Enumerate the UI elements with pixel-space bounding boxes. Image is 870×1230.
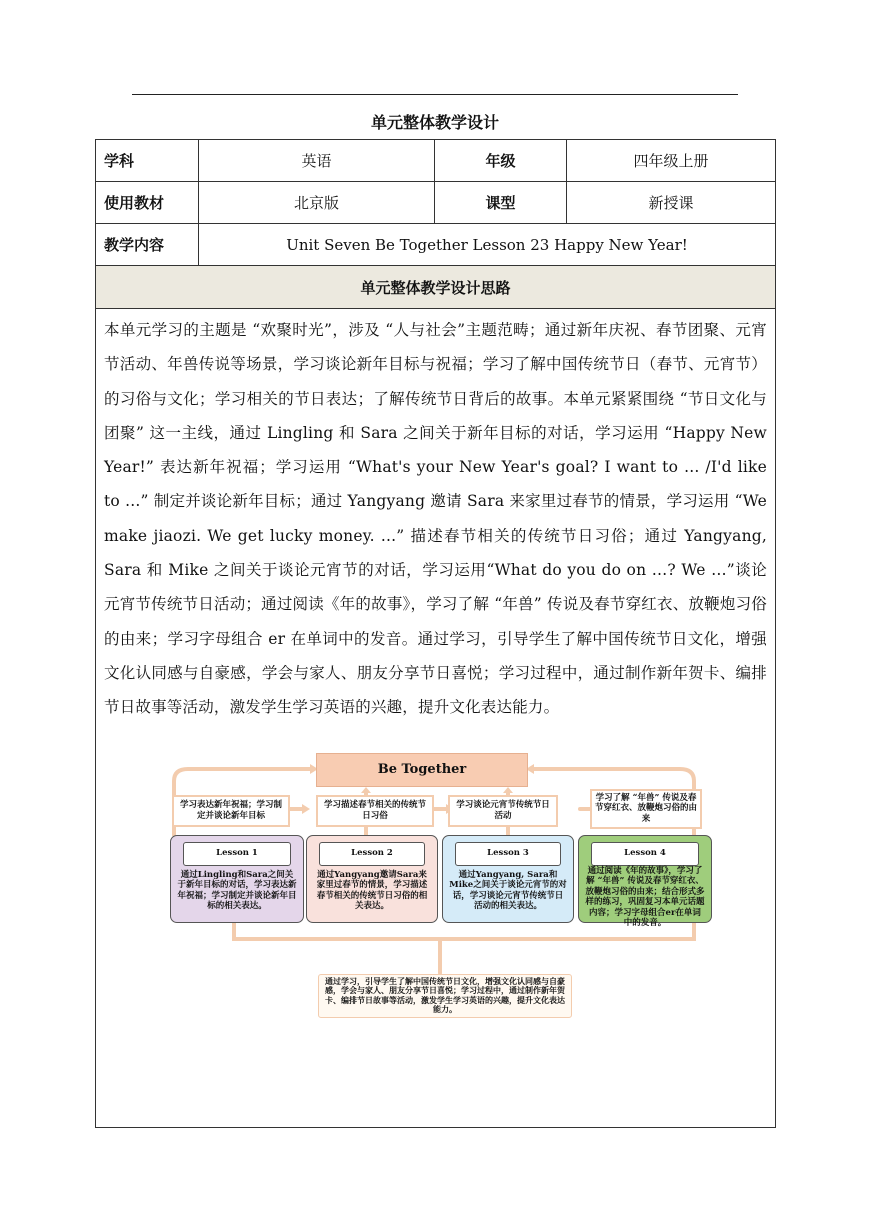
- lesson-text: 通过阅读《年的故事》，学习了解 “年兽” 传说及春节穿红衣、放鞭炮习俗的由来；结合形式多样的练习，巩固复习本单元话题内容；学习字母组合er在单词中的发音。: [585, 865, 705, 929]
- lesson-type-value: 新授课: [567, 182, 776, 224]
- lesson-text: 通过Yangyang邀请Sara来家里过春节的情景，学习描述春节相关的传统节日习俗的相关表达。: [316, 869, 428, 912]
- content-value: Unit Seven Be Together Lesson 23 Happy New Year!: [199, 224, 776, 266]
- lesson-card-2: [306, 835, 438, 923]
- subject-value: 英语: [199, 140, 435, 182]
- design-table: [95, 139, 776, 1128]
- center-title-box: Be Together: [316, 753, 528, 787]
- unit-diagram: [104, 751, 766, 1051]
- goal-text: 学习表达新年祝福；学习制定并谈论新年目标: [179, 800, 282, 821]
- textbook-value: 北京版: [199, 182, 435, 224]
- subject-label: 学科: [96, 140, 199, 182]
- table-row: [96, 182, 776, 224]
- design-body-cell: [96, 309, 776, 1128]
- lesson-card-1: [170, 835, 304, 923]
- grade-value: 四年级上册: [567, 140, 776, 182]
- document-title: 单元整体教学设计: [370, 113, 499, 132]
- lesson-type-label: 课型: [435, 182, 567, 224]
- summary-text: 通过学习，引导学生了解中国传统节日文化，增强文化认同感与自豪感，学会与家人、朋友分享节日喜悦；学习过程中，通过制作新年贺卡、编排节日故事等活动，激发学生学习英语的兴趣，提升文化表达能力。: [325, 975, 565, 1015]
- goal-box-4: [590, 789, 702, 829]
- table-row: [96, 140, 776, 182]
- goal-box-3: [448, 795, 558, 827]
- lesson-text: 通过Lingling和Sara之间关于新年目标的对话，学习表达新年祝福；学习制定并谈论新年目标的相关表达。: [177, 869, 297, 912]
- goal-box-2: [316, 795, 434, 827]
- goal-text: 学习了解 “年兽” 传说及春节穿红衣、放鞭炮习俗的由来: [595, 792, 698, 824]
- summary-box: [318, 974, 572, 1018]
- table-row: [96, 309, 776, 1128]
- content-label: 教学内容: [96, 224, 199, 266]
- lesson-tab: Lesson 4: [591, 842, 699, 866]
- lesson-card-4: [578, 835, 712, 929]
- goal-box-1: [172, 795, 290, 827]
- design-paragraph: 本单元学习的主题是 “欢聚时光”，涉及 “人与社会”主题范畴；通过新年庆祝、春节团聚、元宵节活动、年兽传说等场景，学习谈论新年目标与祝福；学习了解中国传统节日（春节、元宵节）的习俗与文化；学习相关的节日表达；了解传统节日背后的故事。本单元紧紧围绕 “节日文化与团聚” 这一主线，通过 Lingling 和 Sara 之间关于新年目标的对话，学习运用 “Happy New Year!” 表达新年祝福；学习运用 “What's your New Year's goal? I want to ... /I'd like to ...” 制定并谈论新年目标；通过 Yangyang 邀请 Sara 来家里过春节的情景，学习运用 “We make jiaozi. We get lucky money. ...” 描述春节相关的传统节日习俗；通过 Yangyang, Sara 和 Mike 之间关于谈论元宵节的对话，学习运用“What do you do on …? We …”谈论元宵节传统节日活动；通过阅读《年的故事》，学习了解 “年兽” 传说及春节穿红衣、放鞭炮习俗的由来；学习字母组合 er 在单词中的发音。通过学习，引导学生了解中国传统节日文化，增强文化认同感与自豪感，学会与家人、朋友分享节日喜悦；学习过程中，通过制作新年贺卡、编排节日故事等活动，激发学生学习英语的兴趣，提升文化表达能力。: [104, 321, 767, 717]
- lesson-tab: Lesson 3: [455, 842, 561, 866]
- grade-label: 年级: [435, 140, 567, 182]
- lesson-card-3: [442, 835, 574, 923]
- section-header: 单元整体教学设计思路: [96, 266, 776, 309]
- table-row: [96, 266, 776, 309]
- header-rule: [132, 94, 738, 95]
- table-row: [96, 224, 776, 266]
- goal-text: 学习谈论元宵节传统节日活动: [456, 800, 550, 821]
- lesson-text: 通过Yangyang, Sara和Mike之间关于谈论元宵节的对话，学习谈论元宵节传统节日活动的相关表达。: [449, 869, 567, 912]
- goal-text: 学习描述春节相关的传统节日习俗: [323, 800, 426, 821]
- textbook-label: 使用教材: [96, 182, 199, 224]
- lesson-tab: Lesson 2: [319, 842, 425, 866]
- lesson-tab: Lesson 1: [183, 842, 291, 866]
